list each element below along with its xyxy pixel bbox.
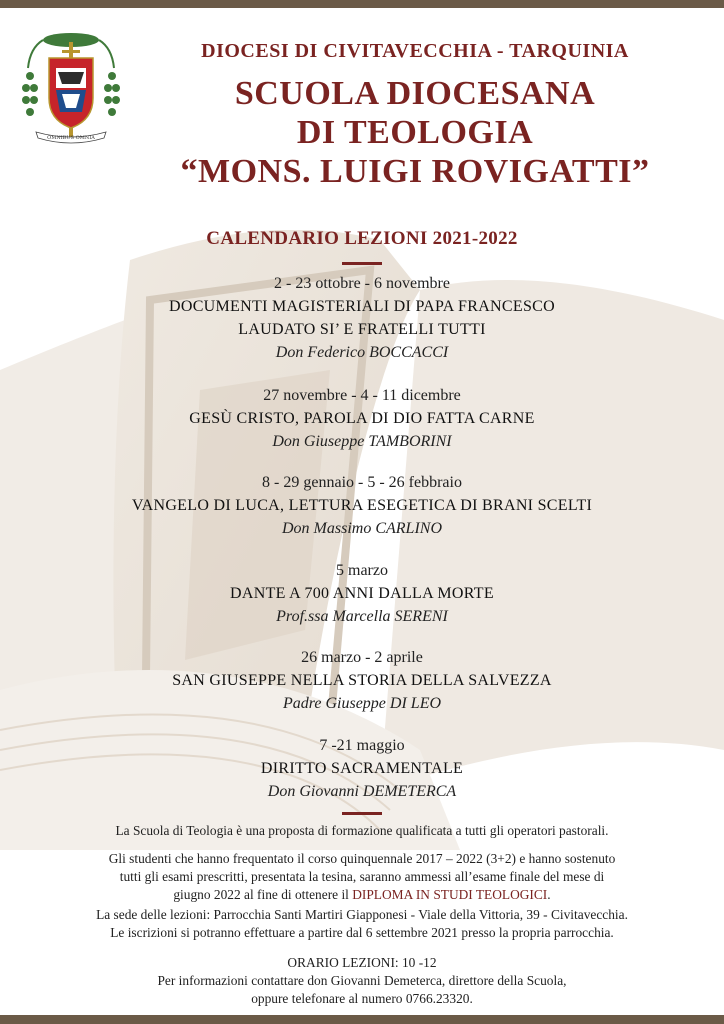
bottom-border: [0, 1015, 724, 1024]
info-enrollment: Le iscrizioni si potranno effettuare a partire dal 6 settembre 2021 presso la propria parrocchia.: [110, 925, 614, 940]
title-divider: [342, 262, 382, 265]
lesson-title: GESÙ CRISTO, PAROLA DI DIO FATTA CARNE: [189, 410, 535, 427]
info-divider: [342, 812, 382, 815]
info-contact: [30, 972, 694, 1008]
top-border: [0, 0, 724, 8]
info-students-line3-post: .: [547, 887, 551, 902]
lesson-dates: 7 -21 maggio: [319, 737, 405, 754]
lesson-dates: 27 novembre - 4 - 11 dicembre: [263, 387, 461, 404]
episcopal-coat-of-arms-icon: [22, 28, 120, 154]
lesson-teacher: Padre Giuseppe DI LEO: [282, 695, 442, 712]
lesson-teacher: Don Federico BOCCACCI: [275, 344, 449, 361]
lesson-4: [0, 559, 724, 628]
info-venue: La sede delle lezioni: Parrocchia Santi Martiri Giapponesi - Viale della Vittoria, 39 - Civitavecchia.: [96, 907, 628, 922]
info-contact-line2: oppure telefonare al numero 0766.23320.: [251, 991, 473, 1006]
lesson-2: [0, 384, 724, 453]
lesson-teacher: Don Giuseppe TAMBORINI: [272, 433, 452, 450]
header: [130, 38, 700, 191]
school-name-line1: SCUOLA DIOCESANA: [234, 75, 596, 112]
school-name-line3: “MONS. LUIGI ROVIGATTI”: [180, 153, 650, 190]
lesson-1: [0, 272, 724, 364]
lesson-dates: 2 - 23 ottobre - 6 novembre: [274, 275, 450, 292]
calendar-title: CALENDARIO LEZIONI 2021-2022: [206, 228, 518, 249]
lesson-title: DANTE A 700 ANNI DALLA MORTE: [230, 585, 494, 602]
info-contact-line1: Per informazioni contattare don Giovanni Demeterca, direttore della Scuola,: [157, 973, 567, 988]
lesson-3: [0, 471, 724, 540]
info-students: [30, 850, 694, 904]
info-schedule: ORARIO LEZIONI: 10 -12: [287, 955, 437, 970]
lesson-teacher: Prof.ssa Marcella SERENI: [276, 608, 448, 625]
lesson-dates: 8 - 29 gennaio - 5 - 26 febbraio: [262, 474, 462, 491]
info-students-line3-pre: giugno 2022 al fine di ottenere il: [173, 887, 353, 902]
lesson-title: DIRITTO SACRAMENTALE: [260, 760, 464, 777]
lesson-title: VANGELO DI LUCA, LETTURA ESEGETICA DI BRANI SCELTI: [131, 497, 593, 514]
info-students-line2: tutti gli esami prescritti, presentata la tesina, saranno ammessi all’esame finale del mese di: [119, 869, 605, 884]
lesson-teacher: Don Massimo CARLINO: [281, 520, 442, 537]
lesson-6: [0, 734, 724, 803]
diploma-highlight: DIPLOMA IN STUDI TEOLOGICI: [352, 887, 548, 902]
info-students-line3: [30, 886, 694, 904]
crest-motto: OMNIBUS OMNIA: [47, 135, 95, 141]
lesson-5: [0, 646, 724, 715]
lesson-dates: 26 marzo - 2 aprile: [301, 649, 423, 666]
lesson-dates: 5 marzo: [336, 562, 388, 579]
lesson-teacher: Don Giovanni DEMETERCA: [267, 783, 457, 800]
lesson-title: LAUDATO SI’ E FRATELLI TUTTI: [238, 321, 486, 338]
info-intro: La Scuola di Teologia è una proposta di formazione qualificata a tutti gli operatori pastorali.: [115, 823, 609, 838]
school-name-line2: DI TEOLOGIA: [296, 114, 534, 151]
diocese-name: DIOCESI DI CIVITAVECCHIA - TARQUINIA: [201, 40, 629, 62]
lesson-title: SAN GIUSEPPE NELLA STORIA DELLA SALVEZZA: [172, 672, 552, 689]
lesson-title: DOCUMENTI MAGISTERIALI DI PAPA FRANCESCO: [169, 298, 555, 315]
info-students-line1: Gli studenti che hanno frequentato il corso quinquennale 2017 – 2022 (3+2) e hanno sostenuto: [108, 851, 616, 866]
